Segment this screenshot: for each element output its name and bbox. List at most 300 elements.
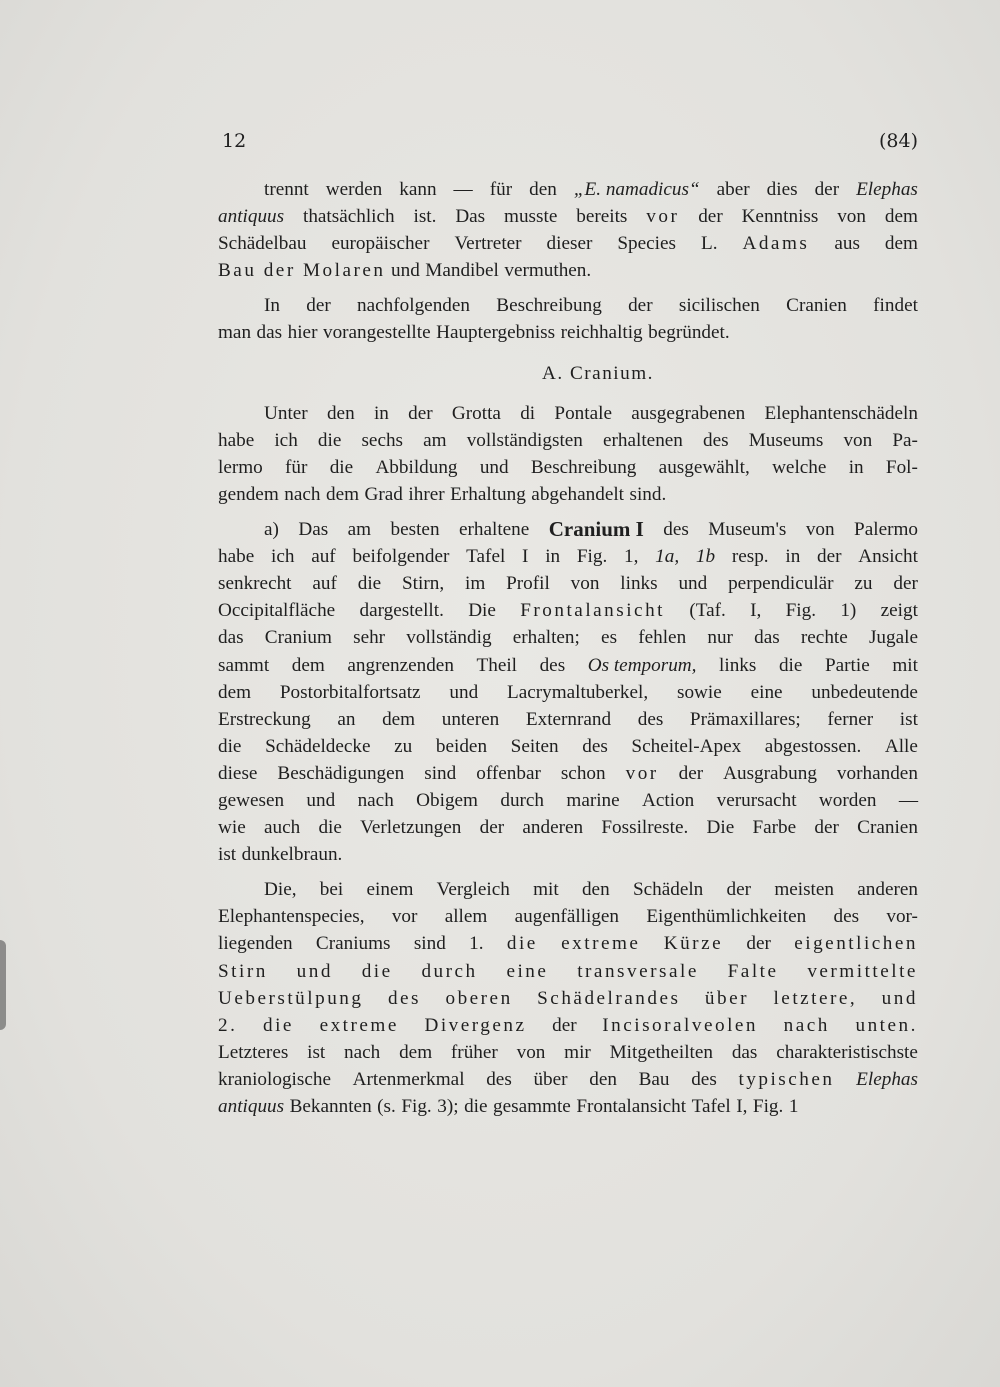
- word: eigentlichen: [794, 933, 918, 955]
- word: Ausgrabung: [723, 762, 817, 784]
- text-line: [218, 652, 918, 679]
- word: allem: [444, 906, 488, 928]
- word: des: [703, 429, 729, 451]
- word: kraniologische: [218, 1068, 331, 1090]
- word: Jugale: [868, 627, 918, 649]
- word: Die,: [264, 879, 297, 901]
- text-line: [218, 733, 918, 760]
- word: Ansicht: [858, 546, 918, 568]
- word: dem: [382, 708, 416, 730]
- word: und: [678, 573, 708, 595]
- word: I: [522, 546, 529, 568]
- word: Profil: [506, 573, 550, 595]
- word: gewesen: [218, 789, 285, 811]
- text-line: [218, 814, 918, 841]
- word: fehlen: [638, 627, 687, 649]
- word: von: [843, 429, 873, 451]
- word: 1b: [695, 546, 716, 568]
- word: Frontalansicht: [520, 600, 665, 622]
- word: 2.: [218, 1014, 238, 1036]
- word: Palermo: [854, 519, 918, 541]
- word: für: [489, 179, 513, 200]
- word: besten: [390, 519, 440, 541]
- text-line: [218, 176, 918, 203]
- word: hier: [287, 322, 318, 344]
- text-line: [218, 787, 918, 814]
- word: letztere,: [773, 987, 858, 1009]
- word: Pontale: [554, 402, 612, 424]
- word: beifolgender: [352, 546, 450, 568]
- word: der: [306, 295, 331, 317]
- word: antiquus: [218, 206, 285, 228]
- text-line: [218, 454, 918, 481]
- word: ist.: [413, 206, 437, 228]
- word: die: [317, 429, 342, 451]
- word: „E. namadicus“: [573, 179, 700, 200]
- word: anderen: [522, 817, 584, 839]
- word: Elephas: [856, 1068, 918, 1090]
- word: Tafel: [691, 1096, 731, 1117]
- word: sammt: [218, 654, 270, 676]
- word: die: [464, 1096, 488, 1117]
- text-line: [218, 257, 918, 284]
- word: beiden: [435, 735, 488, 757]
- word: Erstreckung: [218, 708, 311, 730]
- word: die: [218, 735, 242, 757]
- word: vollständig: [406, 627, 492, 649]
- word: 3);: [437, 1096, 459, 1117]
- word: zeigt: [880, 600, 918, 622]
- word: ausgegrabenen: [631, 402, 746, 424]
- text-line: [218, 516, 918, 543]
- word: der: [814, 179, 840, 200]
- text-line: [218, 958, 918, 985]
- word: und: [449, 681, 479, 703]
- word: werden: [325, 179, 383, 200]
- word: des: [582, 735, 608, 757]
- word: sowie: [677, 681, 722, 703]
- word: es: [601, 627, 618, 649]
- word: Species: [617, 233, 676, 255]
- word: begründet.: [648, 322, 730, 344]
- word: Fig.: [785, 600, 817, 622]
- word: den: [326, 402, 355, 424]
- word: Ueberstülpung: [218, 987, 364, 1009]
- word: der: [817, 546, 842, 568]
- word: erhalten;: [512, 627, 580, 649]
- word: Divergenz: [424, 1014, 527, 1036]
- word: unbedeutende: [811, 681, 918, 703]
- word: meisten: [774, 879, 834, 901]
- word: in: [545, 546, 561, 568]
- word: musste: [504, 206, 558, 228]
- text-line: [218, 292, 918, 319]
- word: Beschreibung: [530, 456, 637, 478]
- text-line: [218, 679, 918, 706]
- word: der: [814, 817, 839, 839]
- word: rechte: [800, 627, 848, 649]
- word: Seiten: [510, 735, 559, 757]
- word: wie: [218, 817, 246, 839]
- word: Tafel: [466, 546, 506, 568]
- word: vermittelte: [807, 960, 918, 982]
- word: Os temporum,: [587, 654, 697, 676]
- word: man: [218, 322, 252, 344]
- word: verursacht: [716, 789, 797, 811]
- text-line: [218, 481, 918, 508]
- word: vorangestellte: [322, 322, 431, 344]
- word: dem: [884, 206, 918, 228]
- word: erhaltenen: [603, 429, 683, 451]
- word: ist: [899, 708, 918, 730]
- word: di: [520, 402, 536, 424]
- word: Cranien: [857, 817, 918, 839]
- word: Abbildung: [375, 456, 458, 478]
- word: Kenntniss: [741, 206, 819, 228]
- word: 1): [840, 600, 857, 622]
- word: bereits: [576, 206, 628, 228]
- word: I,: [736, 1096, 748, 1117]
- word: gendem: [218, 483, 279, 505]
- word: 1a,: [655, 546, 680, 568]
- word: Unter: [264, 402, 308, 424]
- word: sehr: [353, 627, 386, 649]
- word: unteren: [441, 708, 500, 730]
- word: 1: [788, 1096, 799, 1117]
- word: Schädeln: [632, 879, 704, 901]
- word: kann: [399, 179, 437, 200]
- word: der: [479, 817, 505, 839]
- paragraph-intro: [218, 176, 918, 284]
- word: links: [719, 654, 757, 676]
- word: dem: [291, 654, 325, 676]
- word: Stirn: [218, 960, 268, 982]
- word: extreme: [561, 933, 641, 955]
- text-line: [218, 1066, 918, 1093]
- word: die: [778, 654, 803, 676]
- word: dieser: [546, 233, 593, 255]
- word: Partie: [824, 654, 870, 676]
- word: der: [552, 1014, 577, 1036]
- word: Das: [455, 206, 486, 228]
- word: nach: [357, 789, 394, 811]
- word: sind: [424, 762, 457, 784]
- word: charakteristischste: [776, 1041, 918, 1063]
- word: auf: [312, 573, 337, 595]
- word: in: [848, 456, 864, 478]
- text-line: [218, 903, 918, 930]
- word: Prämaxillares;: [689, 708, 801, 730]
- word: Bau: [638, 1068, 670, 1090]
- word: das: [218, 627, 244, 649]
- word: und: [881, 987, 918, 1009]
- word: von: [837, 206, 866, 228]
- text-line: [218, 841, 918, 868]
- word: typischen: [738, 1068, 835, 1090]
- word: Verletzungen: [360, 817, 462, 839]
- word: Artenmerkmal: [352, 1068, 465, 1090]
- word: trennt: [264, 179, 309, 200]
- word: im: [464, 573, 486, 595]
- word: Fossilreste.: [601, 817, 689, 839]
- word: Schädelrandes: [537, 987, 681, 1009]
- word: Bekannten: [289, 1096, 372, 1117]
- word: L.: [700, 233, 718, 255]
- word: —: [453, 179, 473, 200]
- word: eine: [506, 960, 549, 982]
- word: vor: [625, 762, 659, 784]
- word: und: [306, 789, 336, 811]
- word: Schädelbau: [218, 233, 307, 255]
- text-line: [218, 930, 918, 957]
- word: den: [581, 879, 610, 901]
- word: Mandibel: [425, 260, 499, 282]
- word: der: [726, 879, 752, 901]
- word: liegenden: [218, 933, 293, 955]
- text-line: [218, 543, 918, 570]
- word: bei: [319, 879, 344, 901]
- word: worden: [818, 789, 877, 811]
- text-line: [218, 706, 918, 733]
- word: eine: [750, 681, 783, 703]
- word: habe: [218, 429, 255, 451]
- word: Das: [298, 519, 329, 541]
- text-line: [218, 624, 918, 651]
- text-line: [218, 597, 918, 624]
- word: Alle: [884, 735, 918, 757]
- word: Incisoralveolen: [602, 1014, 759, 1036]
- word: vollständigsten: [466, 429, 583, 451]
- text-line: [218, 319, 918, 346]
- word: das: [256, 322, 283, 344]
- word: und: [391, 260, 420, 282]
- word: lermo: [218, 456, 263, 478]
- word: und: [296, 960, 333, 982]
- word: Vertreter: [454, 233, 522, 255]
- word: Letzteres: [218, 1041, 289, 1063]
- word: von: [516, 1041, 546, 1063]
- word: vor: [391, 906, 418, 928]
- word: von: [805, 519, 835, 541]
- word: offenbar: [476, 762, 541, 784]
- word: mir: [564, 1041, 591, 1063]
- word: Vergleich: [436, 879, 510, 901]
- word: Frontalansicht: [576, 1096, 687, 1117]
- word: reichhaltig: [560, 322, 643, 344]
- word: den: [529, 179, 557, 200]
- word: Grad: [364, 483, 403, 505]
- word: einem: [366, 879, 414, 901]
- word: Theil: [476, 654, 517, 676]
- word: zu: [394, 735, 413, 757]
- word: —: [898, 789, 918, 811]
- word: Kürze: [663, 933, 724, 955]
- page-reference: (84): [878, 130, 918, 152]
- word: 1,: [624, 546, 639, 568]
- word: der: [746, 933, 771, 955]
- word: In: [264, 295, 280, 317]
- word: Adams: [742, 233, 810, 255]
- word: Beschädigungen: [277, 762, 405, 784]
- word: Elephas: [856, 179, 918, 200]
- word: findet: [873, 295, 918, 317]
- word: augenfälligen: [514, 906, 620, 928]
- word: Museums: [748, 429, 824, 451]
- word: Scheitel-Apex: [631, 735, 742, 757]
- word: Pa-: [892, 429, 918, 451]
- word: Postorbitalfortsatz: [279, 681, 421, 703]
- word: Externrand: [525, 708, 612, 730]
- word: Falte: [727, 960, 779, 982]
- word: vorhanden: [836, 762, 918, 784]
- text-line: [218, 985, 918, 1012]
- word: Stirn,: [402, 573, 445, 595]
- word: angrenzenden: [347, 654, 454, 676]
- word: nach: [284, 483, 321, 505]
- word: senkrecht: [218, 573, 292, 595]
- text-line: [218, 1012, 918, 1039]
- text-line: [218, 203, 918, 230]
- page-number: 12: [222, 130, 247, 152]
- word: dunkelbraun.: [241, 844, 343, 866]
- word: anderen: [857, 879, 918, 901]
- word: das: [754, 627, 780, 649]
- word: sechs: [361, 429, 404, 451]
- binding-shadow: [0, 940, 6, 1030]
- word: diese: [218, 762, 258, 784]
- word: aus: [834, 233, 860, 255]
- word: transversale: [577, 960, 699, 982]
- word: ist: [218, 844, 237, 866]
- word: nach: [344, 1041, 381, 1063]
- word: ist: [307, 1041, 326, 1063]
- word: Museum's: [708, 519, 787, 541]
- word: die: [506, 933, 538, 955]
- text-line: [218, 1093, 918, 1120]
- word: Fig.: [401, 1096, 432, 1117]
- word: a): [264, 519, 279, 541]
- word: Beschreibung: [496, 295, 602, 317]
- word: des: [833, 906, 860, 928]
- word: links: [620, 573, 658, 595]
- word: sind.: [629, 483, 667, 505]
- word: an: [337, 708, 356, 730]
- word: Obigem: [416, 789, 478, 811]
- word: dem: [399, 1041, 433, 1063]
- word: Cranium: [264, 627, 332, 649]
- word: der: [628, 295, 653, 317]
- word: Cranien: [786, 295, 847, 317]
- word: die: [263, 1014, 294, 1036]
- word: I,: [750, 600, 762, 622]
- word: in: [785, 546, 801, 568]
- word: in: [373, 402, 389, 424]
- word: Craniums: [315, 933, 391, 955]
- word: der: [408, 402, 433, 424]
- word: Action: [642, 789, 695, 811]
- text-line: [218, 1039, 918, 1066]
- word: am: [423, 429, 447, 451]
- word: Mitgetheilten: [609, 1041, 714, 1063]
- word: dem: [218, 681, 252, 703]
- word: 1.: [469, 933, 484, 955]
- word: Grotta: [451, 402, 501, 424]
- word: Die: [468, 600, 496, 622]
- text-line: [218, 760, 918, 787]
- word: Fol-: [885, 456, 918, 478]
- word: den: [589, 1068, 617, 1090]
- word: ihrer: [408, 483, 445, 505]
- word: auch: [263, 817, 301, 839]
- word: der: [698, 206, 723, 228]
- word: Fig.: [752, 1096, 784, 1117]
- word: nur: [707, 627, 733, 649]
- word: Die: [706, 817, 735, 839]
- word: Eigenthümlichkeiten: [646, 906, 807, 928]
- word: die: [357, 573, 382, 595]
- word: Lacrymaltuberkel,: [507, 681, 649, 703]
- word: auf: [311, 546, 336, 568]
- word: dargestellt.: [359, 600, 444, 622]
- word: unten.: [855, 1014, 918, 1036]
- word: früher: [450, 1041, 498, 1063]
- word: Farbe: [752, 817, 797, 839]
- word: erhaltene: [458, 519, 530, 541]
- paragraph-comparison: [218, 876, 918, 1120]
- word: zu: [854, 573, 873, 595]
- word: die: [318, 817, 342, 839]
- word: die: [361, 960, 393, 982]
- word: nach: [783, 1014, 830, 1036]
- word: mit: [533, 879, 559, 901]
- word: des: [387, 987, 422, 1009]
- word: Fig.: [576, 546, 608, 568]
- word: europäischer: [331, 233, 430, 255]
- paragraph-description: [218, 292, 918, 346]
- word: ferner: [827, 708, 874, 730]
- word: nachfolgenden: [357, 295, 470, 317]
- text-line: [218, 876, 918, 903]
- word: durch: [421, 960, 478, 982]
- word: Occipitalfläche: [218, 600, 336, 622]
- word: Hauptergebniss: [436, 322, 556, 344]
- word: vermuthen.: [504, 260, 592, 282]
- word: des: [637, 708, 664, 730]
- word: des: [539, 654, 566, 676]
- page-header: [222, 130, 918, 160]
- word: Bau der Molaren: [218, 260, 386, 282]
- page-body: [218, 176, 918, 1120]
- word: resp.: [731, 546, 769, 568]
- word: der: [893, 573, 918, 595]
- word: schon: [560, 762, 606, 784]
- word: des: [663, 519, 689, 541]
- word: von: [570, 573, 600, 595]
- word: Elephantenschädeln: [764, 402, 918, 424]
- text-line: [218, 400, 918, 427]
- word: dies: [766, 179, 798, 200]
- word: ich: [274, 429, 298, 451]
- word: das: [731, 1041, 758, 1063]
- word: Schädeldecke: [265, 735, 371, 757]
- word: oberen: [445, 987, 513, 1009]
- word: (Taf.: [689, 600, 726, 622]
- word: und: [479, 456, 509, 478]
- word: des: [691, 1068, 717, 1090]
- word: über: [533, 1068, 568, 1090]
- word: vor: [646, 206, 680, 228]
- word: perpendiculär: [728, 573, 834, 595]
